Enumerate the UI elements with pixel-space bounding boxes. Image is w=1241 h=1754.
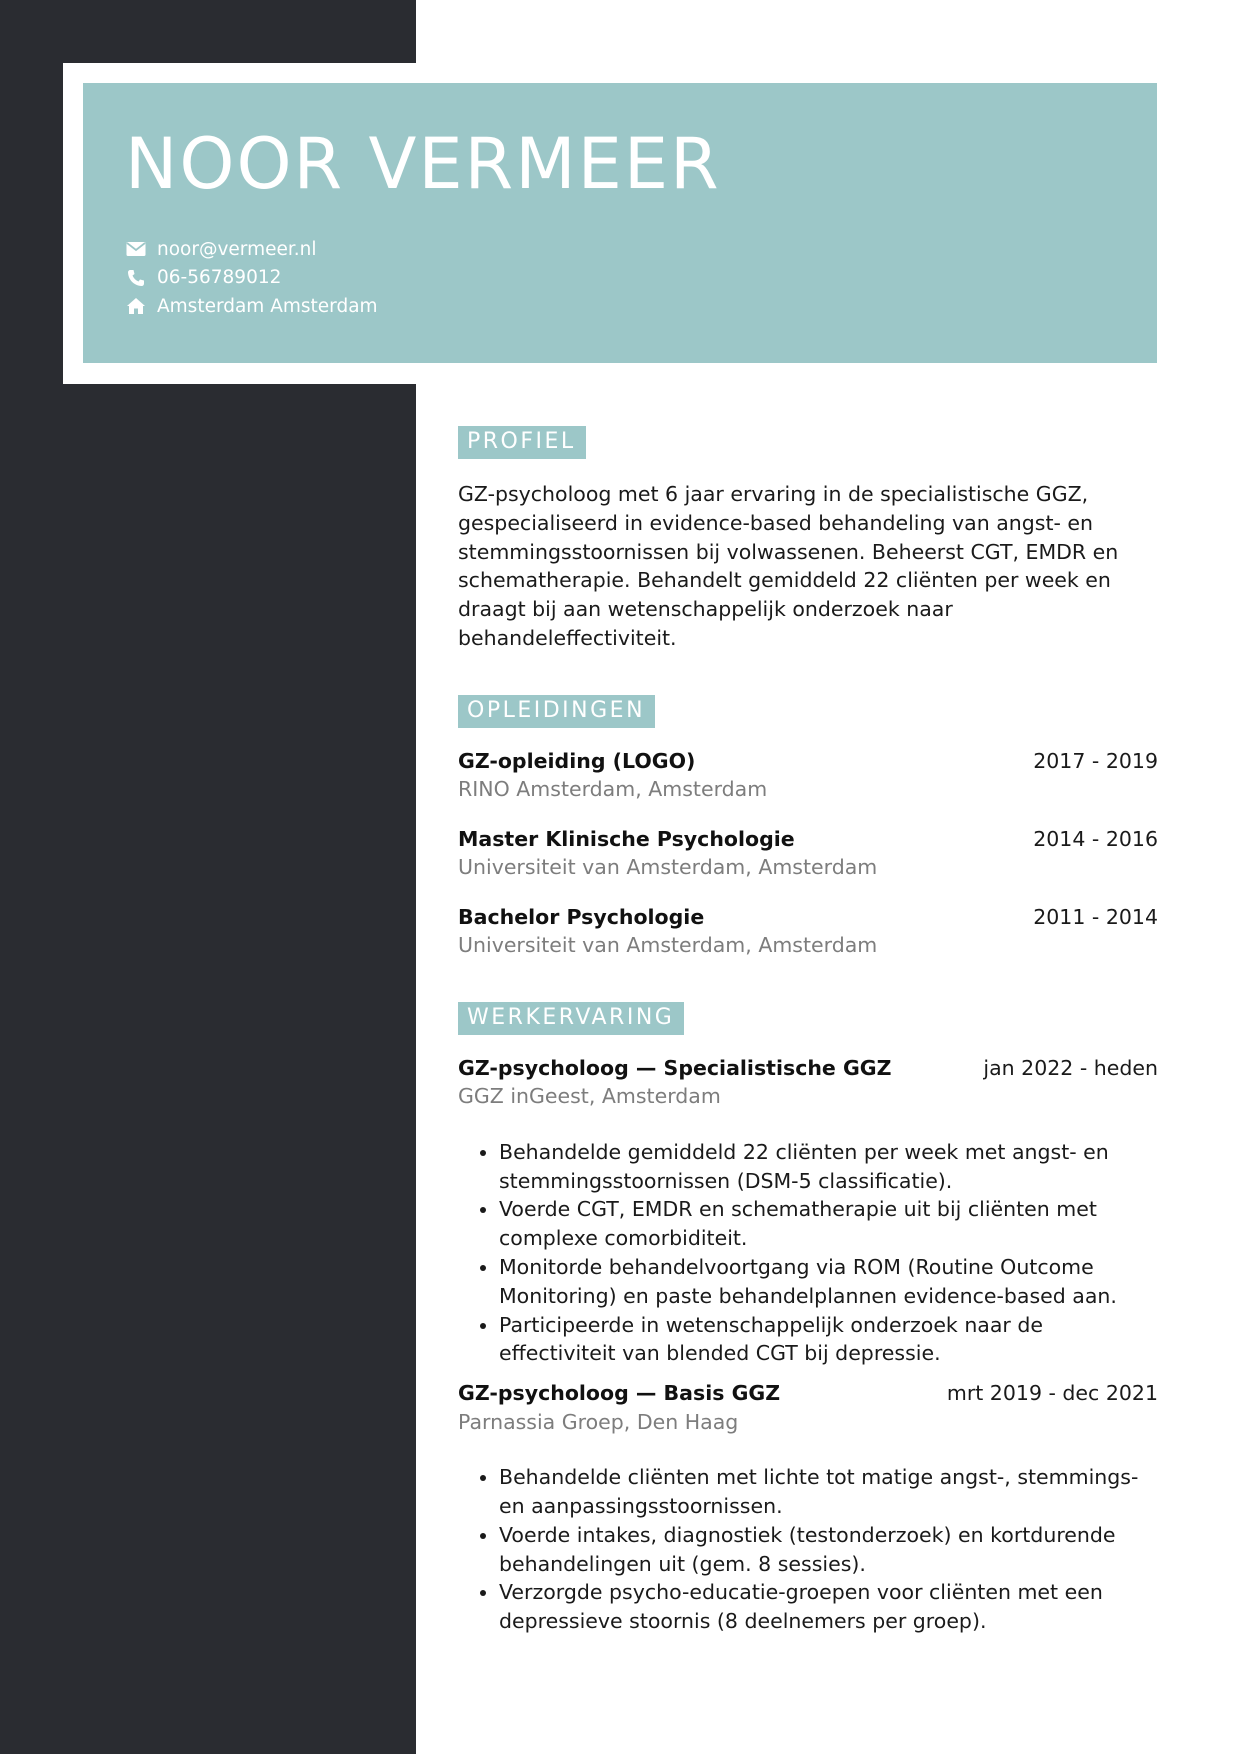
bullet-item: • Participeerde in wetenschappelijk onderzoek naar de effectiviteit van blended CGT bij depressie. — [499, 1311, 1158, 1369]
bullet-item: • Behandelde gemiddeld 22 cliënten per week met angst- en stemmingsstoornissen (DSM-5 classificatie). — [499, 1138, 1158, 1196]
job-item-header — [458, 1054, 1158, 1083]
education-item — [458, 747, 1158, 804]
job-bullets — [458, 1463, 1158, 1636]
contact-phone — [125, 264, 378, 293]
bullet-item: • Behandelde cliënten met lichte tot matige angst-, stemmings- en aanpassingsstoornissen. — [499, 1463, 1158, 1521]
education-institution: Universiteit van Amsterdam, Amsterdam — [458, 855, 878, 880]
email-text[interactable]: noor@vermeer.nl — [157, 238, 317, 260]
education-title: Master Klinische Psychologie — [458, 826, 795, 851]
education-item-header — [458, 825, 1158, 854]
job-dates: jan 2022 - heden — [983, 1055, 1158, 1080]
main-content — [458, 426, 1158, 1636]
profile-section — [458, 426, 1158, 653]
education-institution: Universiteit van Amsterdam, Amsterdam — [458, 933, 878, 958]
job-bullets — [458, 1138, 1158, 1368]
section-title-profile: PROFIEL — [458, 426, 586, 459]
education-dates: 2017 - 2019 — [1033, 748, 1158, 773]
job-item-header — [458, 1379, 1158, 1408]
job-title: GZ-psycholoog — Basis GGZ — [458, 1381, 781, 1406]
contact-list — [125, 235, 378, 321]
job-title: GZ-psycholoog — Specialistische GGZ — [458, 1055, 892, 1080]
experience-section — [458, 1002, 1158, 1636]
section-title-education: OPLEIDINGEN — [458, 695, 655, 728]
job-employer: GGZ inGeest, Amsterdam — [458, 1084, 721, 1109]
envelope-icon — [125, 239, 147, 259]
bullet-item: • Verzorgde psycho-educatie-groepen voor cliënten met een depressieve stoornis (8 deelnemers per groep). — [499, 1578, 1158, 1636]
section-title-experience: WERKERVARING — [458, 1002, 684, 1035]
job-dates: mrt 2019 - dec 2021 — [946, 1381, 1158, 1406]
education-item — [458, 825, 1158, 882]
education-title: GZ-opleiding (LOGO) — [458, 748, 696, 773]
education-item-header — [458, 903, 1158, 932]
phone-icon — [125, 268, 147, 288]
education-dates: 2014 - 2016 — [1033, 826, 1158, 851]
job-employer: Parnassia Groep, Den Haag — [458, 1409, 739, 1434]
phone-text[interactable]: 06-56789012 — [157, 267, 282, 289]
job-item — [458, 1379, 1158, 1636]
profile-text: GZ-psycholoog met 6 jaar ervaring in de specialistische GGZ, gespecialiseerd in evidence-based behandeling van angst- en stemmingsstoornissen bij volwassenen. Beheerst CGT, EMDR en schematherapie. Behandelt gemiddeld 22 cliënten per week en draagt bij aan wetenschappelijk onderzoek naar behandeleffectiviteit. — [458, 482, 1119, 650]
candidate-name: NOOR VERMEER — [125, 123, 721, 205]
bullet-item: • Voerde intakes, diagnostiek (testonderzoek) en kortdurende behandelingen uit (gem. 8 sessies). — [499, 1521, 1158, 1579]
home-icon — [125, 296, 147, 316]
education-dates: 2011 - 2014 — [1033, 904, 1158, 929]
education-item-header — [458, 747, 1158, 776]
bullet-item: • Voerde CGT, EMDR en schematherapie uit bij cliënten met complexe comorbiditeit. — [499, 1195, 1158, 1253]
contact-email — [125, 235, 378, 264]
bullet-item: • Monitorde behandelvoortgang via ROM (Routine Outcome Monitoring) en paste behandelplannen evidence-based aan. — [499, 1253, 1158, 1311]
education-section — [458, 695, 1158, 960]
job-item — [458, 1054, 1158, 1368]
address-text: Amsterdam Amsterdam — [157, 295, 378, 317]
education-institution: RINO Amsterdam, Amsterdam — [458, 777, 768, 802]
contact-address — [125, 292, 378, 321]
header — [83, 83, 1157, 363]
education-title: Bachelor Psychologie — [458, 904, 705, 929]
education-item — [458, 903, 1158, 960]
